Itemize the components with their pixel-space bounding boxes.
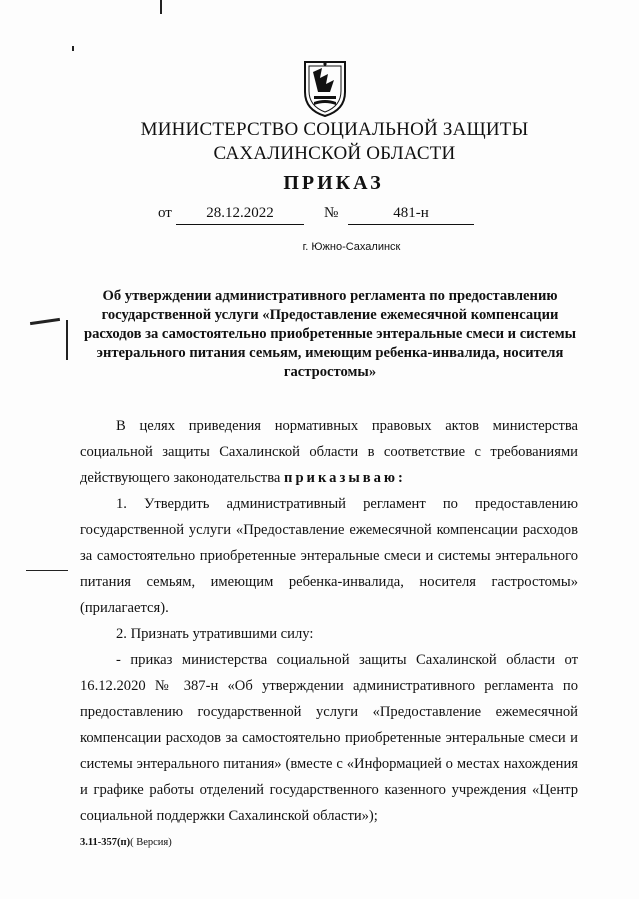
order-word: приказываю: [284, 470, 406, 486]
order-title: ПРИКАЗ [283, 172, 384, 194]
item-2-paragraph: 2. Признать утратившими силу: [116, 626, 314, 642]
document-footer [80, 837, 172, 848]
scan-artifact-left-dot [72, 46, 74, 51]
scan-artifact-left-bar [66, 320, 68, 360]
order-subject: Об утверждении административного регламента по предоставлению государственной услуги «Предоставление ежемесячной компенсации расходов за самостоятельно приобретенные энтеральные смеси и системы энтерального питания семьям, имеющим ребенка-инвалида, носителя гастростомы» [83, 288, 577, 380]
item-2-subitem-1: - приказ министерства социальной защиты Сахалинской области от 16.12.2020 № 387-н «Об утверждении административного регламента по предоставлению государственной услуги «Предоставление ежемесячной компенсации расходов за самостоятельно приобретенные энтеральные смеси и системы энтерального питания» (вместе с «Информацией о местах нахождения и графике работы отделений государственного казенного учреждения «Центр социальной поддержки Сахалинской области»); [80, 652, 578, 824]
footer-code: 3.11-357(п) [80, 837, 131, 848]
date-label: от [158, 205, 172, 221]
ministry-name-line2: САХАЛИНСКОЙ ОБЛАСТИ [213, 143, 456, 164]
coat-of-arms-emblem [300, 58, 350, 118]
city: г. Южно-Сахалинск [302, 241, 401, 253]
item-1-paragraph: 1. Утвердить административный регламент по предоставлению государственной услуги «Предоставление ежемесячной компенсации расходов за самостоятельно приобретенные энтеральные смеси и системы энтерального питания семьям, имеющим ребенка-инвалида, носителя гастростомы» (прилагается). [80, 496, 578, 616]
footer-version: ( Версия) [130, 837, 172, 848]
order-date-number-line [158, 205, 488, 225]
order-body [80, 413, 578, 829]
ministry-header [0, 118, 639, 166]
intro-paragraph [80, 413, 578, 491]
intro-text: В целях приведения нормативных правовых актов министерства социальной защиты Сахалинской области в соответствие с требованиями действующего законодательства [80, 418, 578, 486]
scan-artifact-left-line [26, 570, 68, 571]
order-date: 28.12.2022 [176, 205, 304, 225]
scan-artifact-top [160, 0, 162, 14]
ministry-name-line1: МИНИСТЕРСТВО СОЦИАЛЬНОЙ ЗАЩИТЫ [140, 119, 529, 140]
number-label: № [324, 205, 339, 221]
order-number: 481-н [348, 205, 474, 225]
scan-artifact-left-mark [30, 318, 60, 325]
